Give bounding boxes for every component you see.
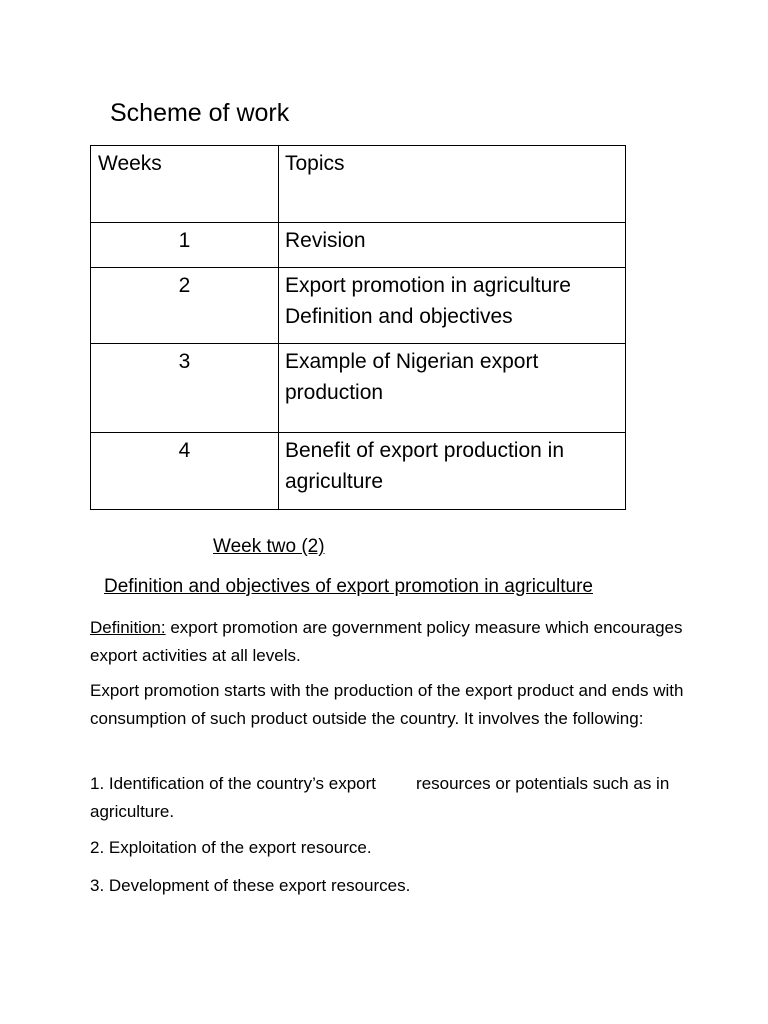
table-row	[91, 433, 626, 510]
week-cell: 3	[91, 344, 279, 433]
table-header-row	[91, 146, 626, 223]
list-item	[90, 770, 690, 825]
section-subheading: Definition and objectives of export promotion in agriculture	[104, 576, 593, 597]
topic-line: production	[285, 381, 384, 404]
list-item: 3. Development of these export resources.	[90, 876, 411, 895]
topic-line: Revision	[285, 229, 366, 252]
list-item-text: 1. Identification of the country’s export	[90, 774, 377, 793]
table-row	[91, 344, 626, 433]
topic-line: Definition and objectives	[285, 305, 513, 328]
topic-line: Example of Nigerian export	[285, 350, 539, 373]
week-cell: 2	[91, 268, 279, 344]
header-weeks: Weeks	[91, 146, 279, 223]
list-item: 2. Exploitation of the export resource.	[90, 838, 372, 857]
table-row	[91, 223, 626, 268]
topic-cell	[279, 223, 626, 268]
header-topics: Topics	[279, 146, 626, 223]
week-heading: Week two (2)	[213, 536, 325, 557]
table-row	[91, 268, 626, 344]
page-title: Scheme of work	[110, 99, 290, 127]
topic-cell	[279, 344, 626, 433]
topic-line: Export promotion in agriculture	[285, 274, 571, 297]
scheme-table	[90, 145, 626, 510]
topic-cell	[279, 268, 626, 344]
definition-label: Definition:	[90, 618, 166, 637]
intro-paragraph: Export promotion starts with the production of the export product and ends with consumption of such product outside the country. It involves the following:	[90, 681, 684, 728]
definition-paragraph	[90, 614, 690, 669]
week-cell: 4	[91, 433, 279, 510]
topic-cell	[279, 433, 626, 510]
list-item-text: resources or potentials such as in agriculture.	[90, 774, 670, 821]
topic-line: Benefit of export production in	[285, 439, 565, 462]
topic-line: agriculture	[285, 470, 384, 493]
week-cell: 1	[91, 223, 279, 268]
definition-text: export promotion are government policy measure which encourages export activities at all levels.	[90, 618, 683, 665]
